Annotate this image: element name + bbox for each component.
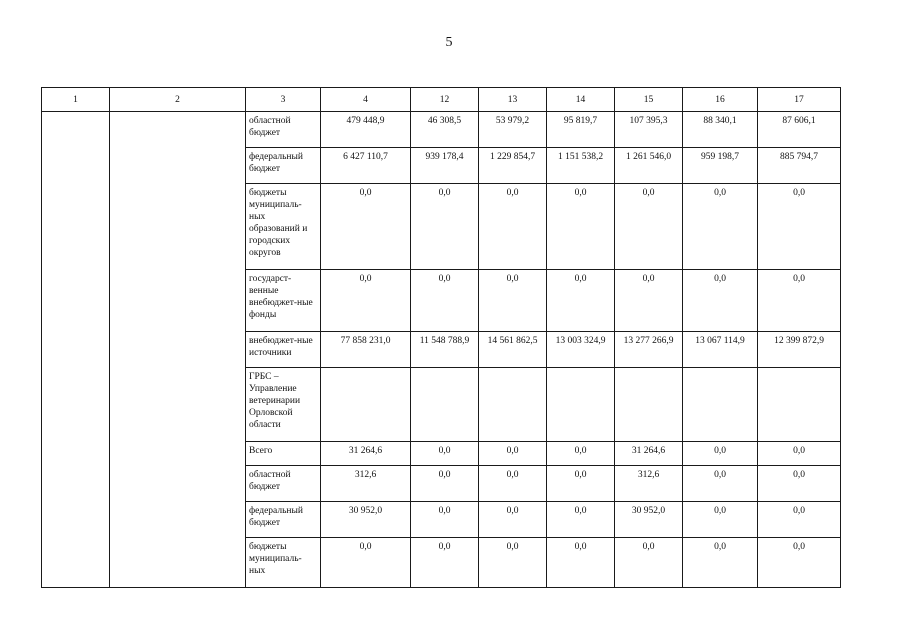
cell-value: 87 606,1: [758, 112, 841, 148]
cell-value: 939 178,4: [411, 148, 479, 184]
row-label: федеральный бюджет: [246, 502, 321, 538]
cell-value: 0,0: [479, 466, 547, 502]
cell-value: 0,0: [321, 538, 411, 588]
cell-value: 0,0: [758, 270, 841, 332]
cell-value: [547, 368, 615, 442]
cell-value: 0,0: [547, 502, 615, 538]
column-header: 17: [758, 88, 841, 112]
cell-value: 13 277 266,9: [615, 332, 683, 368]
column-header: 16: [683, 88, 758, 112]
row-label: областной бюджет: [246, 112, 321, 148]
cell-value: 0,0: [479, 184, 547, 270]
cell-value: [321, 368, 411, 442]
cell-value: 0,0: [683, 538, 758, 588]
cell-value: 1 229 854,7: [479, 148, 547, 184]
cell-value: 0,0: [683, 184, 758, 270]
cell-value: 1 151 538,2: [547, 148, 615, 184]
cell-value: 0,0: [758, 538, 841, 588]
cell-value: 0,0: [683, 442, 758, 466]
cell-value: 0,0: [411, 538, 479, 588]
merged-cell-col1: [42, 112, 110, 588]
cell-value: 12 399 872,9: [758, 332, 841, 368]
column-header: 12: [411, 88, 479, 112]
cell-value: [683, 368, 758, 442]
cell-value: 0,0: [321, 270, 411, 332]
cell-value: 13 003 324,9: [547, 332, 615, 368]
cell-value: 312,6: [321, 466, 411, 502]
column-header: 13: [479, 88, 547, 112]
cell-value: 1 261 546,0: [615, 148, 683, 184]
row-label: государст-венные внебюджет-ные фонды: [246, 270, 321, 332]
cell-value: 479 448,9: [321, 112, 411, 148]
section-label: ГРБС – Управление ветеринарии Орловской области: [246, 368, 321, 442]
cell-value: 0,0: [683, 502, 758, 538]
cell-value: 0,0: [479, 442, 547, 466]
column-header: 1: [42, 88, 110, 112]
cell-value: 14 561 862,5: [479, 332, 547, 368]
cell-value: 53 979,2: [479, 112, 547, 148]
cell-value: [479, 368, 547, 442]
cell-value: 6 427 110,7: [321, 148, 411, 184]
cell-value: [411, 368, 479, 442]
cell-value: 0,0: [683, 270, 758, 332]
cell-value: 0,0: [615, 538, 683, 588]
cell-value: 88 340,1: [683, 112, 758, 148]
cell-value: 46 308,5: [411, 112, 479, 148]
cell-value: 0,0: [758, 442, 841, 466]
column-header: 14: [547, 88, 615, 112]
page-number: 5: [445, 35, 453, 50]
cell-value: 0,0: [547, 442, 615, 466]
column-header: 4: [321, 88, 411, 112]
cell-value: 0,0: [758, 466, 841, 502]
cell-value: 13 067 114,9: [683, 332, 758, 368]
cell-value: 0,0: [411, 184, 479, 270]
cell-value: 0,0: [547, 538, 615, 588]
cell-value: 0,0: [321, 184, 411, 270]
cell-value: 0,0: [547, 466, 615, 502]
header-row: [42, 88, 841, 112]
cell-value: 959 198,7: [683, 148, 758, 184]
cell-value: 11 548 788,9: [411, 332, 479, 368]
row-label: внебюджет-ные источники: [246, 332, 321, 368]
cell-value: 95 819,7: [547, 112, 615, 148]
cell-value: 0,0: [683, 466, 758, 502]
cell-value: 30 952,0: [615, 502, 683, 538]
merged-cell-col2: [110, 112, 246, 588]
cell-value: 31 264,6: [321, 442, 411, 466]
cell-value: 0,0: [411, 442, 479, 466]
cell-value: 0,0: [547, 184, 615, 270]
cell-value: 0,0: [615, 184, 683, 270]
cell-value: 30 952,0: [321, 502, 411, 538]
cell-value: [758, 368, 841, 442]
cell-value: 0,0: [479, 538, 547, 588]
cell-value: 0,0: [411, 502, 479, 538]
row-label: областной бюджет: [246, 466, 321, 502]
cell-value: [615, 368, 683, 442]
cell-value: 31 264,6: [615, 442, 683, 466]
column-header: 15: [615, 88, 683, 112]
cell-value: 0,0: [615, 270, 683, 332]
cell-value: 107 395,3: [615, 112, 683, 148]
cell-value: 885 794,7: [758, 148, 841, 184]
cell-value: 77 858 231,0: [321, 332, 411, 368]
column-header: 3: [246, 88, 321, 112]
row-label: федеральный бюджет: [246, 148, 321, 184]
table-row: [42, 112, 841, 148]
row-label: бюджеты муниципаль-ных образований и городских округов: [246, 184, 321, 270]
row-label: бюджеты муниципаль-ных: [246, 538, 321, 588]
cell-value: 0,0: [411, 270, 479, 332]
budget-table: [41, 87, 841, 588]
cell-value: 0,0: [479, 270, 547, 332]
cell-value: 312,6: [615, 466, 683, 502]
column-header: 2: [110, 88, 246, 112]
cell-value: 0,0: [758, 184, 841, 270]
cell-value: 0,0: [758, 502, 841, 538]
cell-value: 0,0: [479, 502, 547, 538]
cell-value: 0,0: [547, 270, 615, 332]
row-label: Всего: [246, 442, 321, 466]
cell-value: 0,0: [411, 466, 479, 502]
